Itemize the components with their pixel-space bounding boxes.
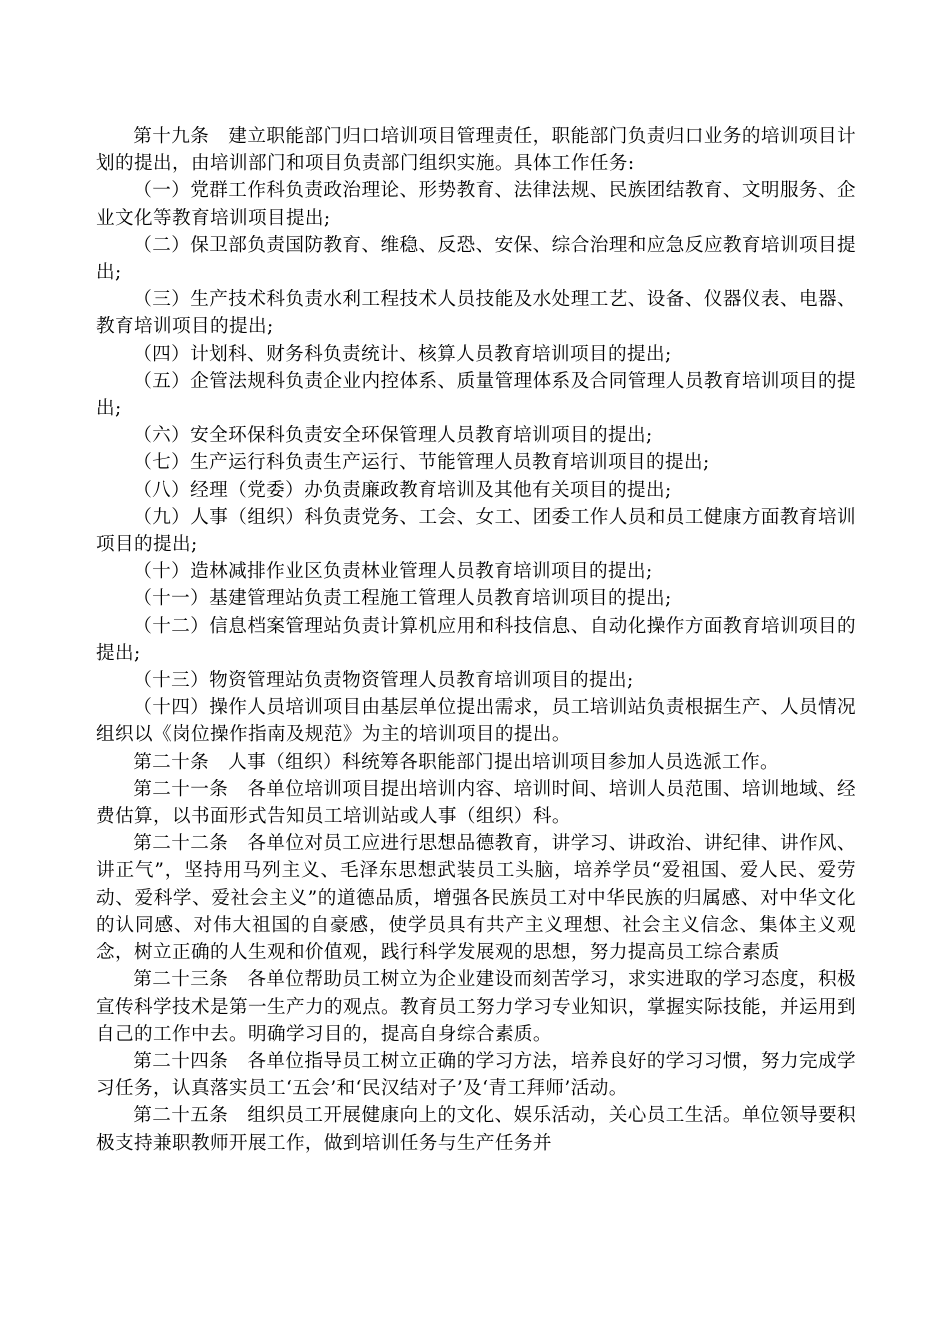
list-item: （六）安全环保科负责安全环保管理人员教育培训项目的提出;: [133, 425, 653, 447]
list-item: （三）生产技术科负责水利工程技术人员技能及水处理工艺、设备、仪器仪表、电器、教育培训项目的提出;: [96, 289, 856, 338]
list-item: （十三）物资管理站负责物资管理人员教育培训项目的提出;: [133, 670, 634, 692]
article-19: 第十九条 建立职能部门归口培训项目管理责任，职能部门负责归口业务的培训项目计划的提出，由培训部门和项目负责部门组织实施。具体工作任务:: [96, 126, 856, 175]
article-23: 第二十三条 各单位帮助员工树立为企业建设而刻苦学习，求实进取的学习态度，积极宣传科学技术是第一生产力的观点。教育员工努力学习专业知识，掌握实际技能，并运用到自己的工作中去。明确学习目的，提高自身综合素质。: [96, 969, 856, 1045]
list-item: （五）企管法规科负责企业内控体系、质量管理体系及合同管理人员教育培训项目的提出;: [96, 370, 856, 420]
list-item: （十一）基建管理站负责工程施工管理人员教育培训项目的提出;: [133, 588, 672, 610]
article-25: 第二十五条 组织员工开展健康向上的文化、娱乐活动，关心员工生活。单位领导要积极支持兼职教师开展工作，做到培训任务与生产任务并: [96, 1105, 856, 1154]
article-22: 第二十二条 各单位对员工应进行思想品德教育，讲学习、讲政治、讲纪律、讲作风、讲正气”，坚持用马列主义、毛泽东思想武装员工头脑，培养学员“爱祖国、爱人民、爱劳动、爱科学、爱社会主义”的道德品质，增强各民族员工对中华民族的归属感、对中华文化的认同感、对伟大祖国的自豪感，使学员具有共产主义理想、社会主义信念、集体主义观念，树立正确的人生观和价值观，践行科学发展观的思想，努力提高员工综合素质: [96, 833, 856, 964]
list-item: （七）生产运行科负责生产运行、节能管理人员教育培训项目的提出;: [133, 452, 710, 474]
list-item: （十二）信息档案管理站负责计算机应用和科技信息、自动化操作方面教育培训项目的提出;: [96, 615, 856, 664]
article-21: 第二十一条 各单位培训项目提出培训内容、培训时间、培训人员范围、培训地域、经费估算，以书面形式告知员工培训站或人事（组织）科。: [96, 778, 856, 828]
list-item: （十四）操作人员培训项目由基层单位提出需求，员工培训站负责根据生产、人员情况组织以《岗位操作指南及规范》为主的培训项目的提出。: [96, 697, 856, 746]
list-item: （九）人事（组织）科负责党务、工会、女工、团委工作人员和员工健康方面教育培训项目的提出;: [96, 506, 856, 556]
list-item: （十）造林减排作业区负责林业管理人员教育培训项目的提出;: [133, 561, 653, 583]
list-item: （二）保卫部负责国防教育、维稳、反恐、安保、综合治理和应急反应教育培训项目提出;: [96, 234, 856, 284]
article-20: 第二十条 人事（组织）科统筹各职能部门提出培训项目参加人员选派工作。: [133, 751, 779, 773]
list-item: （四）计划科、财务科负责统计、核算人员教育培训项目的提出;: [133, 343, 672, 365]
list-item: （八）经理（党委）办负责廉政教育培训及其他有关项目的提出;: [133, 479, 672, 501]
article-24: 第二十四条 各单位指导员工树立正确的学习方法，培养良好的学习习惯，努力完成学习任务，认真落实员工‘五会’和‘民汉结对子’及‘青工拜师’活动。: [96, 1050, 856, 1100]
document-body: [96, 123, 856, 1157]
list-item: （一）党群工作科负责政治理论、形势教育、法律法规、民族团结教育、文明服务、企业文化等教育培训项目提出;: [96, 180, 856, 229]
